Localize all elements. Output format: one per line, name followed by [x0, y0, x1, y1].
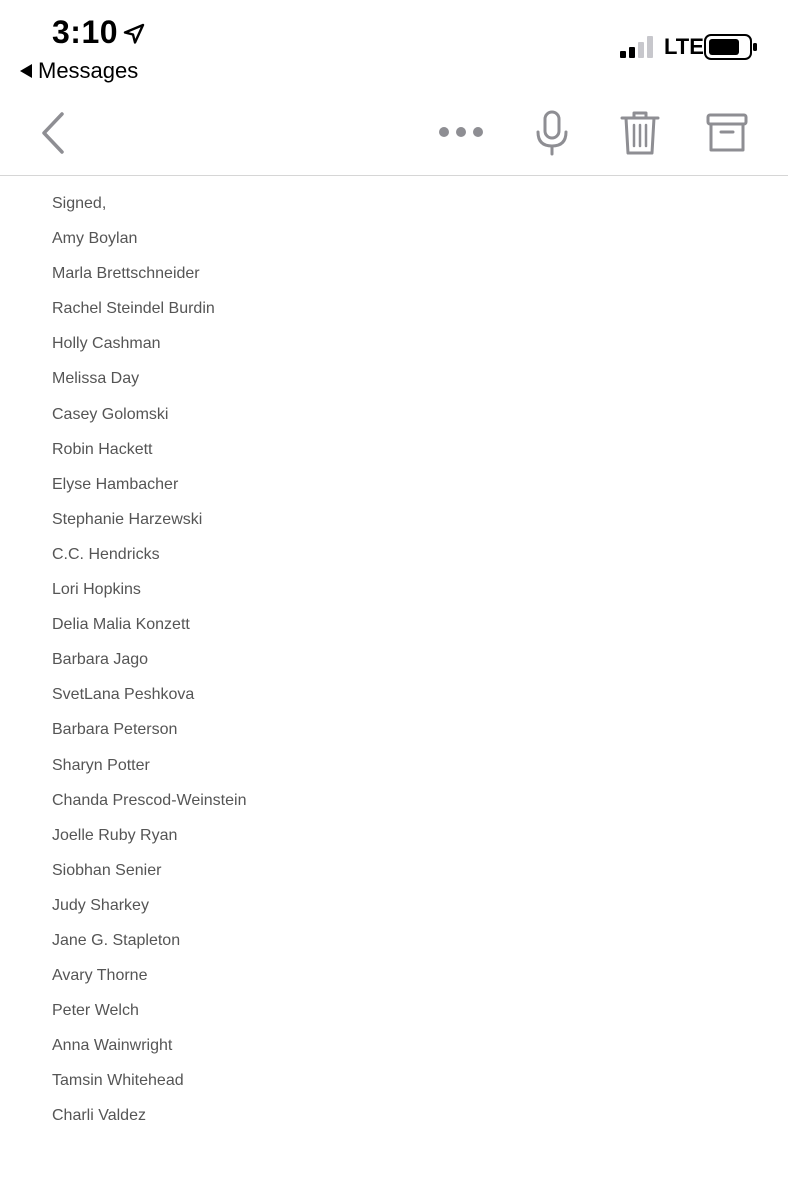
signatory-name: C.C. Hendricks	[52, 545, 160, 563]
signoff-text: Signed,	[52, 195, 107, 212]
battery-icon	[704, 34, 758, 60]
signatory-name: Sharyn Potter	[52, 756, 150, 774]
signatory-name: Marla Brettschneider	[52, 265, 200, 283]
network-type: LTE	[664, 34, 704, 59]
signatory-name: Holly Cashman	[52, 335, 161, 353]
back-to-messages-link[interactable]	[20, 58, 138, 84]
signatory-list	[52, 221, 752, 1133]
status-bar	[0, 0, 788, 96]
microphone-icon[interactable]	[532, 110, 572, 156]
signatory-name: Amy Boylan	[52, 230, 138, 248]
signatory-name: SvetLana Peshkova	[52, 686, 195, 704]
more-dots-icon[interactable]	[436, 122, 486, 142]
chevron-left-icon[interactable]	[36, 110, 72, 156]
signatory-name: Chanda Prescod-Weinstein	[52, 791, 247, 809]
signatory-name: Judy Sharkey	[52, 896, 149, 914]
message-body	[52, 186, 752, 1134]
status-time: 3:10	[52, 14, 119, 50]
signatory-name: Charli Valdez	[52, 1107, 146, 1125]
signal-bars-icon	[620, 36, 658, 58]
signatory-name: Elyse Hambacher	[52, 475, 179, 493]
signatory-name: Robin Hackett	[52, 440, 153, 458]
signatory-name: Casey Golomski	[52, 405, 169, 423]
signatory-name: Anna Wainwright	[52, 1037, 173, 1055]
back-triangle-icon	[20, 64, 32, 78]
signatory-name: Rachel Steindel Burdin	[52, 300, 215, 318]
signatory-name: Jane G. Stapleton	[52, 931, 181, 949]
back-to-messages-label: Messages	[38, 58, 139, 83]
location-arrow-icon	[122, 22, 146, 46]
archive-icon[interactable]	[706, 112, 748, 154]
signatory-name: Tamsin Whitehead	[52, 1072, 184, 1090]
signatory-name: Barbara Jago	[52, 651, 149, 669]
signatory-name: Peter Welch	[52, 1002, 139, 1020]
signatory-name: Siobhan Senier	[52, 861, 162, 879]
signatory-name: Lori Hopkins	[52, 581, 141, 599]
mail-toolbar	[0, 96, 788, 176]
signatory-name: Joelle Ruby Ryan	[52, 826, 178, 844]
trash-icon[interactable]	[620, 110, 660, 156]
signatory-name: Barbara Peterson	[52, 721, 178, 739]
signatory-name: Delia Malia Konzett	[52, 616, 190, 634]
signatory-name: Melissa Day	[52, 370, 140, 388]
signatory-name: Stephanie Harzewski	[52, 510, 203, 528]
signatory-name: Avary Thorne	[52, 967, 148, 985]
